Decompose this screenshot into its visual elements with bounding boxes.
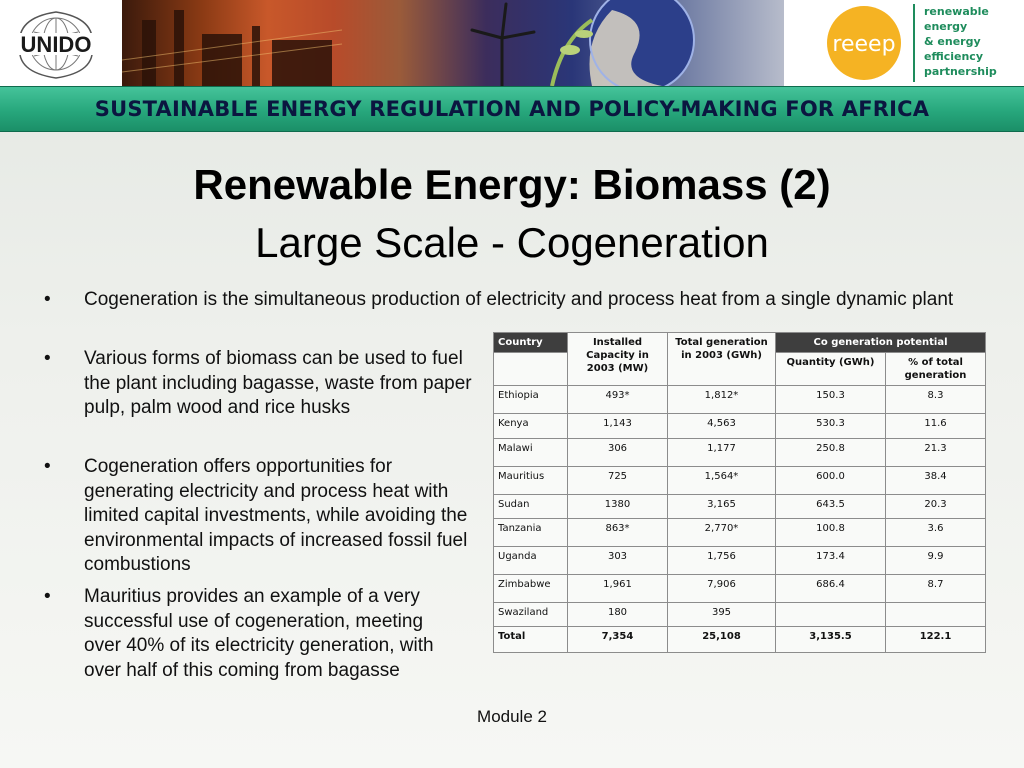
table-row <box>494 547 986 575</box>
table-row <box>494 495 986 519</box>
table-cell: 173.4 <box>776 547 886 575</box>
program-title: SUSTAINABLE ENERGY REGULATION AND POLICY-MAKING FOR AFRICA <box>94 97 930 121</box>
header-cogeneration-potential: Co generation potential <box>776 333 986 353</box>
reeep-logo-area <box>784 0 1024 86</box>
bullet-text: Various forms of biomass can be used to fuel the plant including bagasse, waste from paper pulp, palm wood and rice husks <box>84 348 472 419</box>
table-cell: 4,563 <box>668 414 776 439</box>
bullet-marker: • <box>44 348 51 369</box>
table-row <box>494 467 986 495</box>
collage-graphic <box>122 0 784 86</box>
reeep-tagline-line: energy <box>924 20 968 33</box>
table-cell: Total <box>494 627 568 653</box>
table-cell: Mauritius <box>494 467 568 495</box>
cogeneration-table <box>493 332 986 653</box>
table-cell: 1,564* <box>668 467 776 495</box>
reeep-tagline-line: renewable <box>924 5 989 18</box>
reeep-logo <box>784 0 1024 86</box>
table-cell: 180 <box>568 603 668 627</box>
slide-subtitle: Large Scale - Cogeneration <box>255 219 769 266</box>
table-cell: 1,812* <box>668 386 776 414</box>
table-cell: Swaziland <box>494 603 568 627</box>
table-cell: Zimbabwe <box>494 575 568 603</box>
table-cell: 600.0 <box>776 467 886 495</box>
table-row <box>494 603 986 627</box>
slide-title: Renewable Energy: Biomass (2) <box>193 161 831 208</box>
header-banner <box>0 0 1024 86</box>
table-cell: 100.8 <box>776 519 886 547</box>
table-cell: 2,770* <box>668 519 776 547</box>
table-body <box>494 386 986 653</box>
unido-logo-text: UNIDO <box>20 32 92 57</box>
table-cell: 3,135.5 <box>776 627 886 653</box>
header-total-generation: Total generation in 2003 (GWh) <box>668 333 776 386</box>
table-cell: 38.4 <box>886 467 986 495</box>
bullet-marker: • <box>44 586 51 607</box>
table-cell: 1380 <box>568 495 668 519</box>
header-percent: % of total generation <box>886 353 986 386</box>
bullet-text: Cogeneration is the simultaneous production of electricity and process heat from a single dynamic plant <box>84 289 954 310</box>
header-photo-collage <box>122 0 784 86</box>
table-total-row <box>494 627 986 653</box>
table-cell: 863* <box>568 519 668 547</box>
table-cell: 686.4 <box>776 575 886 603</box>
table-cell: Tanzania <box>494 519 568 547</box>
header-country: Country <box>494 333 568 353</box>
table-cell: Uganda <box>494 547 568 575</box>
table-cell: 250.8 <box>776 439 886 467</box>
header-country-spacer <box>494 353 568 386</box>
table-cell: 643.5 <box>776 495 886 519</box>
unido-logo <box>10 6 102 80</box>
table-cell: 1,961 <box>568 575 668 603</box>
bullet-text: Cogeneration offers opportunities for generating electricity and process heat with limited capital investments, while avoiding the environmental impacts of increased fossil fuel combustions <box>84 456 468 576</box>
table-cell: 1,143 <box>568 414 668 439</box>
reeep-tagline-line: efficiency <box>924 50 984 63</box>
bullet-text: Mauritius provides an example of a very successful use of cogeneration, meeting over 40% of its electricity generation, with over half of this coming from bagasse <box>84 586 434 681</box>
table-cell: 303 <box>568 547 668 575</box>
table-cell: Malawi <box>494 439 568 467</box>
table-cell: 20.3 <box>886 495 986 519</box>
table-cell: 11.6 <box>886 414 986 439</box>
reeep-tagline-line: partnership <box>924 65 997 78</box>
table-row <box>494 386 986 414</box>
table-cell: 150.3 <box>776 386 886 414</box>
table-cell <box>776 603 886 627</box>
reeep-tagline-line: & energy <box>924 35 981 48</box>
table-cell: 21.3 <box>886 439 986 467</box>
table-cell: 725 <box>568 467 668 495</box>
table-row <box>494 519 986 547</box>
program-title-bar <box>0 86 1024 132</box>
reeep-logo-text: reeep <box>832 32 896 57</box>
header-quantity: Quantity (GWh) <box>776 353 886 386</box>
table-cell: 7,906 <box>668 575 776 603</box>
table-cell: 122.1 <box>886 627 986 653</box>
table-row <box>494 439 986 467</box>
table-cell: 7,354 <box>568 627 668 653</box>
table-cell: Kenya <box>494 414 568 439</box>
table-cell: 1,177 <box>668 439 776 467</box>
header-installed-capacity: Installed Capacity in 2003 (MW) <box>568 333 668 386</box>
table-cell: 9.9 <box>886 547 986 575</box>
table-cell: 8.7 <box>886 575 986 603</box>
table-row <box>494 414 986 439</box>
table-cell: Sudan <box>494 495 568 519</box>
table-cell: 530.3 <box>776 414 886 439</box>
table-cell <box>886 603 986 627</box>
table-cell: 1,756 <box>668 547 776 575</box>
table-cell: Ethiopia <box>494 386 568 414</box>
table-cell: 25,108 <box>668 627 776 653</box>
table-cell: 3.6 <box>886 519 986 547</box>
table-cell: 306 <box>568 439 668 467</box>
table-cell: 493* <box>568 386 668 414</box>
unido-logo-area <box>0 0 122 86</box>
table-row <box>494 575 986 603</box>
table-cell: 8.3 <box>886 386 986 414</box>
module-label: Module 2 <box>477 707 547 726</box>
bullet-marker: • <box>44 289 51 310</box>
table-cell: 395 <box>668 603 776 627</box>
table-cell: 3,165 <box>668 495 776 519</box>
bullet-marker: • <box>44 456 51 477</box>
